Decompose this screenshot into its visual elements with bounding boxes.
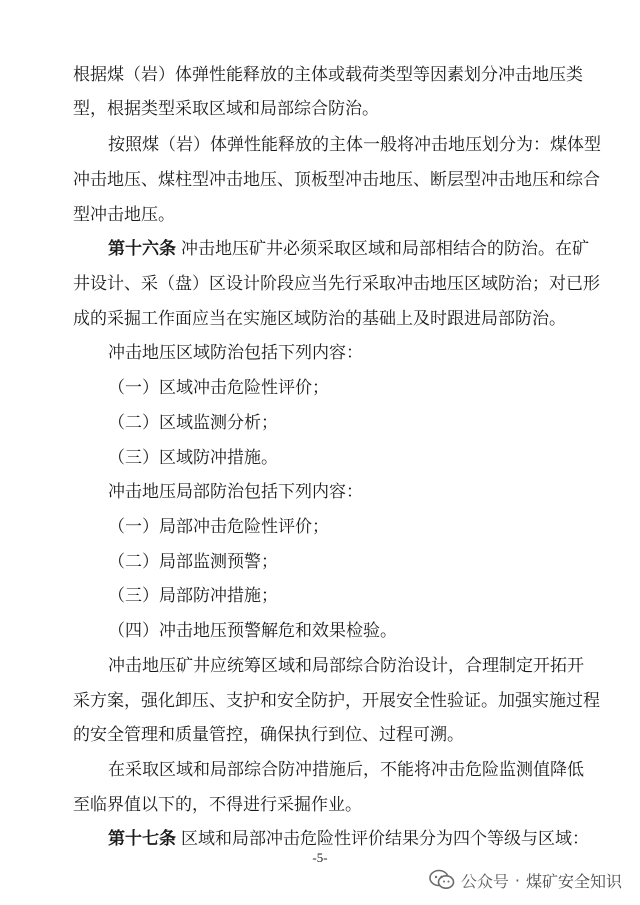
page-number: -5- (312, 850, 328, 865)
wechat-official-account-icon (429, 869, 455, 891)
paragraph-line: 在采取区域和局部综合防冲措施后，不能将冲击危险监测值降低 (108, 760, 584, 780)
paragraph-line: 井设计、采（盘）区设计阶段应当先行采取冲击地压区域防治；对已形 (73, 274, 600, 294)
list-item: （三）区域防冲措施。 (108, 448, 278, 468)
paragraph-line: 冲击地压矿井应统筹区域和局部综合防治设计，合理制定开拓开 (108, 656, 584, 676)
article-17-label: 第十七条 (108, 829, 176, 849)
list-item: （一）区域冲击危险性评价； (108, 378, 329, 398)
paragraph-line: 至临界值以下的，不得进行采掘作业。 (73, 795, 362, 815)
watermark-account-name: 煤矿安全知识 (525, 871, 622, 891)
paragraph-line: 的安全管理和质量管控，确保执行到位、过程可溯。 (73, 725, 464, 745)
paragraph-line: 冲击地压、煤柱型冲击地压、顶板型冲击地压、断层型冲击地压和综合 (73, 170, 600, 190)
paragraph-line: 冲击地压局部防治包括下列内容： (108, 482, 363, 502)
paragraph-line: 采方案，强化卸压、支护和安全防护，开展安全性验证。加强实施过程 (73, 691, 600, 711)
paragraph-line: 冲击地压区域防治包括下列内容： (108, 343, 363, 363)
paragraph-line: 根据煤（岩）体弹性能释放的主体或载荷类型等因素划分冲击地压类 (73, 65, 583, 85)
list-item: （三）局部防冲措施； (108, 586, 278, 606)
list-item: （二）局部监测预警； (108, 552, 278, 572)
article-16-label: 第十六条 (108, 239, 176, 259)
watermark-prefix: 公众号 (460, 871, 509, 891)
paragraph-line: 型，根据类型采取区域和局部综合防治。 (73, 99, 379, 119)
list-item: （四）冲击地压预警解危和效果检验。 (108, 621, 397, 641)
article-16-first-line: 第十六条 冲击地压矿井必须采取区域和局部相结合的防治。在矿 (108, 239, 589, 259)
list-item: （一）局部冲击危险性评价； (108, 517, 329, 537)
paragraph-line: 按照煤（岩）体弹性能释放的主体一般将冲击地压划分为：煤体型 (108, 135, 601, 155)
wechat-watermark (429, 866, 622, 894)
paragraph-line: 成的采掘工作面应当在实施区域防治的基础上及时跟进局部防治。 (73, 309, 566, 329)
paragraph-line: 型冲击地压。 (73, 205, 175, 225)
article-17-first-line: 第十七条 区域和局部冲击危险性评价结果分为四个等级与区域： (108, 829, 589, 849)
list-item: （二）区域监测分析； (108, 413, 278, 433)
watermark-separator: · (514, 870, 520, 890)
